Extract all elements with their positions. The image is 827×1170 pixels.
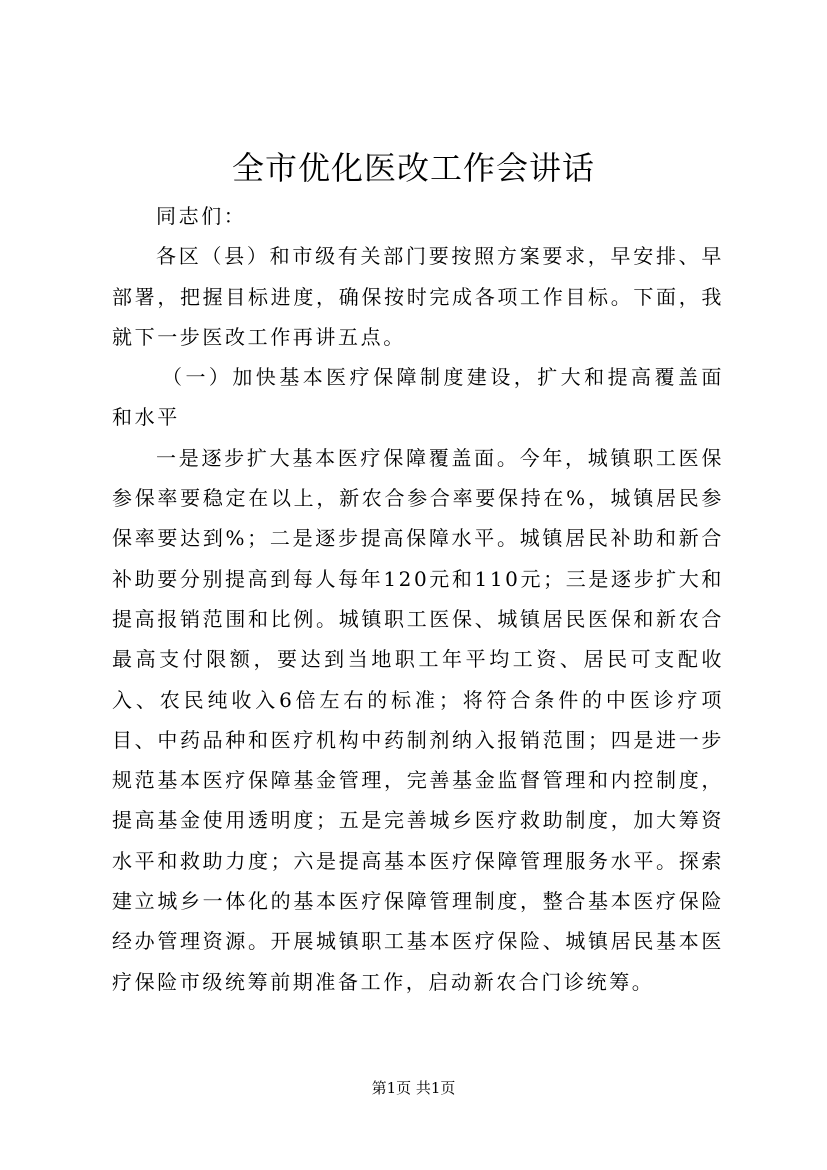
paragraph-body: 一是逐步扩大基本医疗保障覆盖面。今年，城镇职工医保参保率要稳定在以上，新农合参合率要保持在%，城镇居民参保率要达到%；二是逐步提高保障水平。城镇居民补助和新合补助要分别提高到每人每年120元和110元；三是逐步扩大和提高报销范围和比例。城镇职工医保、城镇居民医保和新农合最高支付限额，要达到当地职工年平均工资、居民可支配收入、农民纯收入6倍左右的标准；将符合条件的中医诊疗项目、中药品种和医疗机构中药制剂纳入报销范围；四是进一步规范基本医疗保障基金管理，完善基金监督管理和内控制度，提高基金使用透明度；五是完善城乡医疗救助制度，加大筹资水平和救助力度；六是提高基本医疗保障管理服务水平。探索建立城乡一体化的基本医疗保障管理制度，整合基本医疗保险经办管理资源。开展城镇职工基本医疗保险、城镇居民基本医疗保险市级统筹前期准备工作，启动新农合门诊统筹。 [112, 445, 724, 994]
salutation: 同志们： [156, 204, 247, 228]
paragraph-intro: 各区（县）和市级有关部门要按照方案要求，早安排、早部署，把握目标进度，确保按时完成各项工作目标。下面，我就下一步医改工作再讲五点。 [112, 244, 724, 349]
section-heading: （一）加快基本医疗保障制度建设，扩大和提高覆盖面和水平 [112, 365, 724, 430]
document-title: 全市优化医改工作会讲话 [231, 149, 595, 187]
document-body [112, 196, 724, 1002]
page-footer: 第1页 共1页 [371, 1079, 456, 1097]
